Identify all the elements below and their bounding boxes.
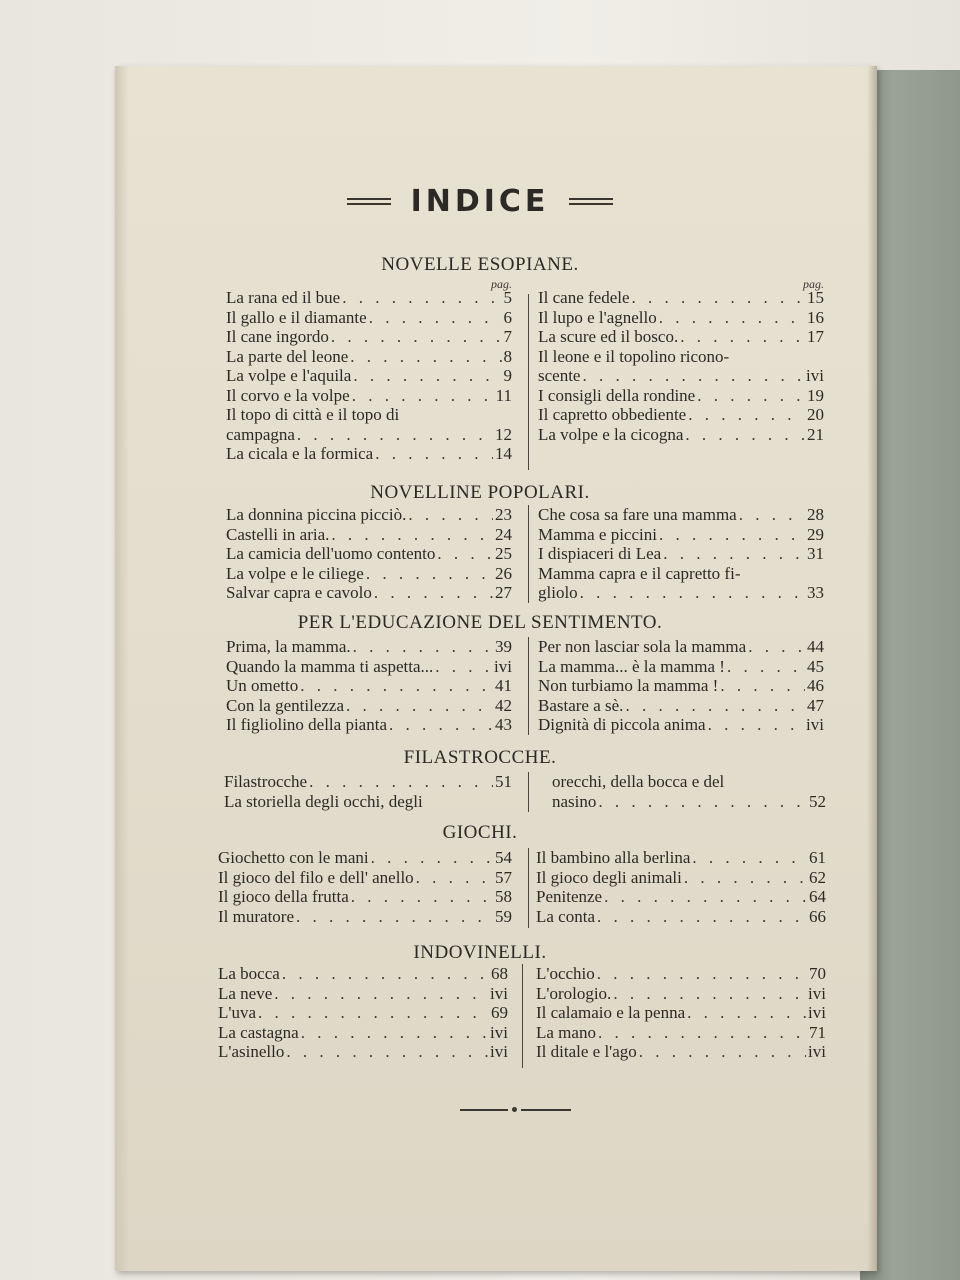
toc-entry-page: 61 [809, 848, 826, 867]
toc-entry-page: ivi [490, 983, 508, 1003]
section-heading-giochi: GIOCHI. [442, 822, 518, 843]
toc-entry-title: Il gioco della frutta [218, 887, 349, 906]
dot-leader [301, 1023, 488, 1043]
toc-entry-title: Il gioco del filo e dell' anello [218, 867, 414, 887]
dot-leader [408, 505, 493, 525]
column-divider [528, 848, 529, 928]
dot-leader [685, 425, 805, 445]
toc-entry [538, 386, 824, 406]
toc-entry-title: Per non lasciar sola la mamma [538, 637, 747, 656]
toc-entry-title: Mamma e piccini [538, 524, 657, 544]
toc-entry-page: 51 [495, 772, 512, 791]
toc-entry-title: La scure ed il bosco. [538, 327, 679, 346]
dot-leader [687, 1003, 806, 1023]
dot-leader [297, 425, 493, 445]
toc-entry-page: 45 [807, 656, 824, 676]
toc-entry [226, 544, 512, 564]
dot-leader [708, 715, 804, 735]
column-divider [528, 637, 529, 735]
toc-entry-page: 19 [807, 385, 824, 405]
toc-entry [226, 386, 512, 406]
toc-entry [226, 308, 512, 328]
toc-entry-title: Bastare a sè. [538, 695, 624, 715]
toc-entry [226, 425, 512, 445]
toc-entry-title: Quando la mamma ti aspetta... [226, 656, 434, 676]
page-title-block [0, 184, 960, 219]
toc-entry-title: Un ometto [226, 676, 299, 695]
dot-leader [296, 907, 493, 927]
toc-entry [218, 984, 508, 1004]
toc-entry [226, 525, 512, 545]
toc-entry-page: 21 [807, 424, 824, 444]
dot-leader [286, 1042, 488, 1062]
dot-leader [258, 1003, 489, 1023]
toc-entry-title: La donnina piccina picciò. [226, 505, 407, 524]
dot-leader [632, 288, 805, 308]
toc-entry-page: 26 [495, 563, 512, 583]
section-heading-esopiane: NOVELLE ESOPIANE. [381, 254, 579, 275]
dot-leader [659, 308, 805, 328]
toc-entry-page: 15 [807, 288, 824, 307]
toc-entry-page: 11 [495, 385, 512, 405]
dot-leader [680, 327, 805, 347]
toc-entry-page: 46 [807, 676, 824, 695]
toc-entry-title: La castagna [218, 1022, 299, 1042]
toc-entry-page: 52 [809, 791, 826, 811]
toc-entry-title: L'asinello [218, 1042, 285, 1061]
toc-entry-title: Castelli in aria. [226, 524, 330, 544]
toc-entry-page: ivi [808, 1003, 826, 1022]
toc-entry [226, 657, 512, 677]
dot-leader [346, 696, 493, 716]
toc-entry-page: 47 [807, 695, 824, 715]
toc-entry [218, 1023, 508, 1043]
toc-entry-page: 24 [495, 524, 512, 544]
toc-entry [536, 868, 826, 888]
toc-entry [226, 327, 512, 347]
toc-entry-title: nasino [552, 791, 597, 811]
toc-entry [552, 772, 826, 792]
toc-entry [224, 792, 512, 812]
toc-entry [536, 1023, 826, 1043]
column-divider [528, 772, 529, 812]
column-divider [528, 294, 529, 470]
toc-entry-title: Il ditale e l'ago [536, 1042, 637, 1061]
toc-entry [538, 347, 824, 367]
toc-entry-page: 25 [495, 544, 512, 563]
toc-entry [226, 288, 512, 308]
toc-entry-page: 68 [491, 964, 508, 983]
toc-entry [538, 564, 824, 584]
toc-entry [226, 347, 512, 367]
toc-entry-title: Mamma capra e il capretto fi- [538, 563, 741, 583]
toc-entry [226, 637, 512, 657]
toc-entry-title: La neve [218, 983, 273, 1003]
toc-entry [226, 715, 512, 735]
toc-col-popolari-left [226, 505, 512, 603]
toc-entry [226, 444, 512, 464]
dot-leader [351, 887, 493, 907]
toc-entry-page: 28 [807, 505, 824, 524]
toc-entry-title: Il gioco degli animali [536, 867, 682, 887]
toc-entry-page: 44 [807, 637, 824, 656]
toc-entry-title: La conta [536, 906, 595, 926]
toc-entry-title: Il bambino alla berlina [536, 848, 691, 867]
toc-entry [218, 868, 512, 888]
toc-entry-title: La storiella degli occhi, degli [224, 791, 423, 811]
toc-entry-page: 23 [495, 505, 512, 524]
dot-leader [639, 1042, 806, 1062]
toc-entry [536, 907, 826, 927]
toc-entry-page: ivi [494, 656, 512, 676]
toc-entry-title: Il lupo e l'agnello [538, 307, 657, 327]
toc-entry-title: I dispiaceri di Lea [538, 544, 662, 563]
toc-col-indovinelli-left [218, 964, 508, 1062]
toc-entry [226, 366, 512, 386]
toc-col-popolari-right [538, 505, 824, 603]
toc-entry-title: Filastrocche [224, 772, 308, 791]
pag-label: pag. [803, 277, 824, 291]
section-heading-popolari: NOVELLINE POPOLARI. [370, 482, 590, 503]
toc-entry-page: 5 [503, 288, 512, 307]
toc-entry-page: 9 [503, 366, 512, 385]
toc-entry [226, 564, 512, 584]
dot-leader [625, 696, 805, 716]
dot-leader [282, 964, 489, 984]
dot-leader [342, 288, 501, 308]
dot-leader [727, 657, 805, 677]
dot-leader [371, 848, 493, 868]
toc-entry-page: ivi [808, 1042, 826, 1061]
toc-entry-page: 57 [495, 867, 512, 887]
toc-entry-page: 16 [807, 307, 824, 327]
toc-entry-page: 71 [809, 1022, 826, 1042]
toc-entry-page: 6 [503, 307, 512, 327]
dot-leader [604, 887, 807, 907]
toc-entry [552, 792, 826, 812]
toc-entry-title: Dignità di piccola anima [538, 715, 706, 734]
toc-entry [538, 366, 824, 386]
dot-leader [684, 868, 807, 888]
toc-entry-title: Con la gentilezza [226, 695, 345, 715]
toc-col-indovinelli-right [536, 964, 826, 1062]
toc-entry-page: 8 [503, 346, 512, 366]
toc-entry-page: 54 [495, 848, 512, 867]
toc-entry [218, 964, 508, 984]
dot-leader [350, 347, 501, 367]
section-heading-sentimento: PER L'EDUCAZIONE DEL SENTIMENTO. [297, 612, 663, 633]
dot-leader [598, 1023, 807, 1043]
toc-entry-title: La volpe e la cicogna [538, 424, 684, 444]
toc-entry [536, 848, 826, 868]
toc-entry-page: 20 [807, 405, 824, 424]
dot-leader [688, 405, 805, 425]
toc-entry-title: Il capretto obbediente [538, 405, 687, 424]
toc-entry-title: Giochetto con le mani [218, 848, 369, 867]
toc-entry-title: Che cosa sa fare una mamma [538, 505, 737, 524]
toc-entry-title: La mano [536, 1022, 596, 1042]
toc-entry [224, 772, 512, 792]
toc-entry-title: Il calamaio e la penna [536, 1003, 686, 1022]
dot-leader [369, 308, 502, 328]
toc-entry-page: ivi [806, 715, 824, 734]
toc-col-giochi-left [218, 848, 512, 926]
toc-entry-title: Il corvo e la volpe [226, 385, 350, 405]
toc-col-esopiane-right [538, 278, 824, 444]
toc-entry [536, 887, 826, 907]
dot-leader [597, 964, 807, 984]
dot-leader [374, 583, 493, 603]
toc-entry-title: La parte del leone [226, 346, 349, 366]
toc-entry-title: Il figliolino della pianta [226, 715, 387, 734]
toc-col-giochi-right [536, 848, 826, 926]
toc-entry [538, 637, 824, 657]
title-ornament-left [347, 198, 391, 205]
dot-leader [416, 868, 493, 888]
toc-entry-page: 70 [809, 964, 826, 983]
toc-entry-page: 14 [495, 444, 512, 463]
dot-leader [697, 386, 805, 406]
dot-leader [331, 525, 493, 545]
toc-col-sentimento-left [226, 637, 512, 735]
toc-entry [226, 405, 512, 425]
toc-entry-title: La mamma... è la mamma ! [538, 656, 725, 676]
toc-entry-page: 58 [495, 887, 512, 906]
dot-leader [580, 583, 805, 603]
dot-leader [748, 637, 805, 657]
toc-entry-title: Salvar capra e cavolo [226, 583, 372, 602]
dot-leader [309, 772, 493, 792]
toc-entry [538, 676, 824, 696]
toc-entry [538, 308, 824, 328]
page-title: INDICE [410, 184, 550, 219]
toc-col-esopiane-left [226, 278, 512, 464]
dot-leader [659, 525, 805, 545]
toc-entry [538, 544, 824, 564]
toc-entry [536, 1042, 826, 1062]
toc-entry-page: 7 [503, 327, 512, 346]
toc-entry-page: ivi [806, 366, 824, 385]
dot-leader [389, 715, 493, 735]
page-edge-shadow [867, 66, 877, 1271]
toc-entry-title: La camicia dell'uomo contento [226, 544, 436, 563]
pag-label: pag. [491, 277, 512, 291]
toc-entry-page: 43 [495, 715, 512, 734]
toc-entry-title: La bocca [218, 964, 280, 983]
column-divider [528, 505, 529, 603]
toc-entry-title: Penitenze [536, 887, 603, 906]
toc-entry [218, 907, 512, 927]
end-ornament [460, 1106, 572, 1114]
section-heading-indovinelli: INDOVINELLI. [413, 942, 547, 963]
toc-entry [218, 1042, 508, 1062]
toc-col-filastrocche-left [224, 772, 512, 811]
toc-entry-page: ivi [490, 1042, 508, 1061]
toc-entry [218, 1003, 508, 1023]
dot-leader [375, 444, 493, 464]
toc-entry [536, 984, 826, 1004]
toc-entry [218, 848, 512, 868]
dot-leader [353, 637, 493, 657]
toc-entry-title: scente [538, 366, 581, 385]
column-divider [522, 964, 523, 1068]
toc-entry [538, 425, 824, 445]
toc-entry-page: 59 [495, 906, 512, 926]
toc-entry [538, 288, 824, 308]
dot-leader [274, 984, 488, 1004]
toc-entry-title: Prima, la mamma. [226, 637, 351, 656]
dot-leader [366, 564, 493, 584]
toc-entry [538, 327, 824, 347]
toc-entry-page: 66 [809, 906, 826, 926]
toc-entry-page: 31 [807, 544, 824, 563]
toc-entry-title: L'occhio [536, 964, 595, 983]
toc-entry [536, 964, 826, 984]
toc-entry-page: 69 [491, 1003, 508, 1022]
toc-entry-title: Il leone e il topolino ricono- [538, 346, 730, 366]
toc-entry-title: Non turbiamo la mamma ! [538, 676, 719, 695]
dot-leader [613, 984, 806, 1004]
toc-entry [226, 696, 512, 716]
toc-entry-page: 39 [495, 637, 512, 656]
toc-entry [538, 405, 824, 425]
dot-leader [663, 544, 805, 564]
dot-leader [352, 386, 494, 406]
toc-entry-title: Il gallo e il diamante [226, 307, 367, 327]
toc-entry-page: 12 [495, 424, 512, 444]
toc-entry-title: I consigli della rondine [538, 385, 696, 405]
toc-col-sentimento-right [538, 637, 824, 735]
toc-entry [226, 505, 512, 525]
toc-entry [538, 696, 824, 716]
dot-leader [437, 544, 493, 564]
toc-entry-page: 64 [809, 887, 826, 906]
toc-entry [218, 887, 512, 907]
toc-entry-title: campagna [226, 424, 295, 444]
dot-leader [300, 676, 493, 696]
dot-leader [739, 505, 805, 525]
toc-entry [226, 676, 512, 696]
dot-leader [582, 366, 804, 386]
toc-entry-page: 29 [807, 524, 824, 544]
toc-entry [538, 715, 824, 735]
dot-leader [435, 657, 492, 677]
toc-entry-page: 33 [807, 583, 824, 602]
toc-entry-title: orecchi, della bocca e del [552, 772, 725, 791]
title-ornament-right [569, 198, 613, 205]
toc-entry [538, 657, 824, 677]
dot-leader [353, 366, 501, 386]
dot-leader [598, 792, 807, 812]
toc-entry-title: Il cane ingordo [226, 327, 329, 346]
toc-entry-page: 41 [495, 676, 512, 695]
toc-entry-title: Il cane fedele [538, 288, 630, 307]
toc-entry [538, 505, 824, 525]
toc-entry-page: ivi [808, 983, 826, 1003]
toc-entry-page: ivi [490, 1022, 508, 1042]
toc-entry-page: 62 [809, 867, 826, 887]
toc-entry-page: 17 [807, 327, 824, 346]
dot-leader [331, 327, 502, 347]
toc-entry-title: La volpe e le ciliege [226, 563, 364, 583]
toc-entry-title: Il muratore [218, 906, 294, 926]
toc-entry [226, 583, 512, 603]
toc-entry-page: 42 [495, 695, 512, 715]
toc-entry-title: La rana ed il bue [226, 288, 341, 307]
dot-leader [597, 907, 807, 927]
toc-entry-title: La cicala e la formica [226, 444, 374, 463]
section-heading-filastrocche: FILASTROCCHE. [403, 747, 557, 768]
toc-entry-title: Il topo di città e il topo di [226, 405, 400, 424]
toc-entry [536, 1003, 826, 1023]
toc-entry-title: L'uva [218, 1003, 256, 1022]
toc-entry [538, 525, 824, 545]
toc-entry-page: 27 [495, 583, 512, 602]
dot-leader [720, 676, 805, 696]
toc-entry-title: gliolo [538, 583, 578, 602]
dot-leader [692, 848, 807, 868]
toc-entry-title: La volpe e l'aquila [226, 366, 352, 385]
toc-col-filastrocche-right [552, 772, 826, 811]
toc-entry-title: L'orologio. [536, 983, 612, 1003]
toc-entry [538, 583, 824, 603]
